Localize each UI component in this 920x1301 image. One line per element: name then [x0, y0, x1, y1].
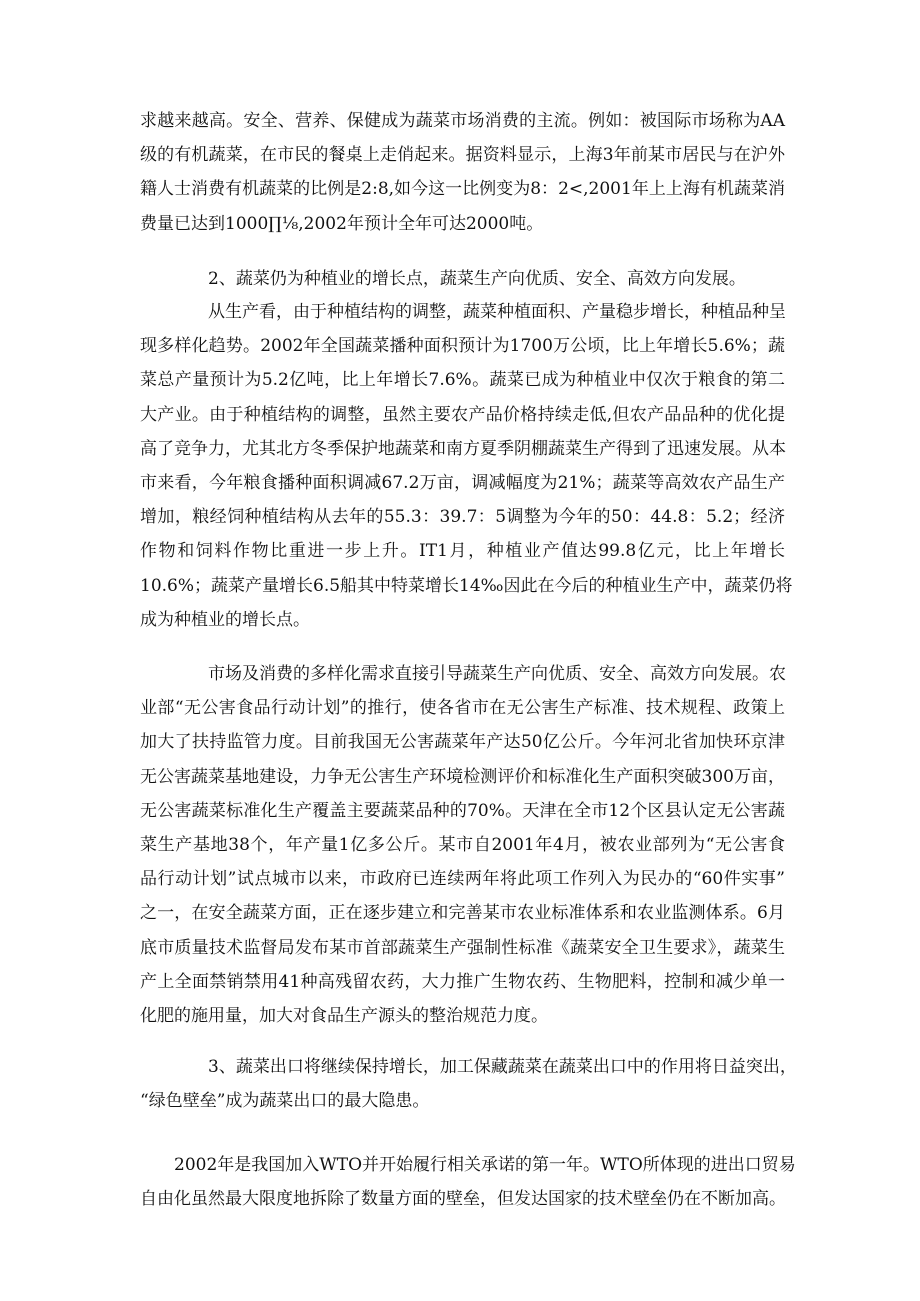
text-line: 级的有机蔬菜，在市民的餐桌上走俏起来。据资料显示，上海3年前某市居民与在沪外 — [140, 145, 785, 166]
paragraph-market-demand — [140, 657, 785, 1033]
paragraph-wto — [140, 1148, 796, 1216]
text-line: 籍人士消费有机蔬菜的比例是2:8,如今这一比例变为8：2<,2001年上上海有机蔬菜消 — [140, 179, 785, 200]
text-line: 从生产看，由于种植结构的调整，蔬菜种植面积、产量稳步增长，种植品种呈 — [208, 302, 786, 322]
text-line: 底市质量技术监督局发布某市首部蔬菜生产强制性标准《蔬菜安全卫生要求》，蔬菜生 — [140, 937, 785, 958]
text-line: 菜总产量预计为5.2亿吨，比上年增长7.6%。蔬菜已成为种植业中仅次于粮食的第二 — [140, 370, 785, 391]
text-line: 作物和饲料作物比重进一步上升。IT1月，种植业产值达99.8亿元，比上年增长 — [140, 541, 785, 562]
text-line: 自由化虽然最大限度地拆除了数量方面的壁垒，但发达国家的技术壁垒仍在不断加高。 — [140, 1189, 786, 1210]
text-line: 10.6%；蔬菜产量增长6.5船其中特菜增长14‰因此在今后的种植业生产中，蔬菜仍将 — [140, 575, 793, 596]
text-line: 市来看，今年粮食播种面积调减67.2万亩，调减幅度为21%；蔬菜等高效农产品生产 — [140, 473, 785, 494]
section-heading-2 — [140, 262, 785, 296]
text-line: 品行动计划”试点城市以来，市政府已连续两年将此项工作列入为民办的“60件实事” — [140, 869, 785, 890]
text-line: 2、蔬菜仍为种植业的增长点，蔬菜生产向优质、安全、高效方向发展。 — [208, 269, 746, 289]
text-line: 费量已达到1000∏⅛,2002年预计全年可达2000吨。 — [140, 213, 544, 234]
text-line: 大产业。由于种植结构的调整，虽然主要农产品价格持续走低,但农产品品种的优化提 — [140, 404, 785, 425]
text-line: 高了竞争力，尤其北方冬季保护地蔬菜和南方夏季阴棚蔬菜生产得到了迅速发展。从本 — [140, 438, 786, 459]
paragraph-organic-vegetables — [140, 104, 785, 241]
section-heading-3 — [140, 1050, 797, 1118]
text-line: 业部“无公害食品行动计划”的推行，使各省市在无公害生产标准、技术规程、政策上 — [140, 698, 785, 719]
text-line: 增加，粮经饲种植结构从去年的55.3：39.7：5调整为今年的50：44.8：5.2；经济 — [140, 507, 785, 528]
text-line: 菜生产基地38个，年产量1亿多公斤。某市自2001年4月，被农业部列为“无公害食 — [140, 835, 785, 856]
paragraph-production — [140, 295, 793, 637]
text-line: 加大了扶持监管力度。目前我国无公害蔬菜年产达50亿公斤。今年河北省加快环京津 — [140, 732, 785, 753]
text-line: 成为种植业的增长点。 — [140, 609, 310, 630]
text-line: 求越来越高。安全、营养、保健成为蔬菜市场消费的主流。例如：被国际市场称为AA — [140, 111, 785, 131]
text-line: 2002年是我国加入WTO并开始履行相关承诺的第一年。WTO所体现的进出口贸易 — [174, 1155, 796, 1175]
text-line: 化肥的施用量，加大对食品生产源头的整治规范力度。 — [140, 1006, 548, 1027]
text-line: 现多样化趋势。2002年全国蔬菜播种面积预计为1700万公顷，比上年增长5.6%；蔬 — [140, 336, 785, 357]
text-line: “绿色壁垒”成为蔬菜出口的最大隐患。 — [140, 1091, 430, 1112]
text-line: 市场及消费的多样化需求直接引导蔬菜生产向优质、安全、高效方向发展。农 — [208, 664, 786, 684]
text-line: 之一，在安全蔬菜方面，正在逐步建立和完善某市农业标准体系和农业监测体系。6月 — [140, 903, 785, 924]
text-line: 无公害蔬菜基地建设，力争无公害生产环境检测评价和标准化生产面积突破300万亩， — [140, 766, 785, 787]
text-line: 产上全面禁销禁用41种高残留农药，大力推广生物农药、生物肥料，控制和减少单一 — [140, 971, 785, 992]
text-line: 无公害蔬菜标准化生产覆盖主要蔬菜品种的70%。天津在全市12个区县认定无公害蔬 — [140, 800, 785, 821]
text-line: 3、蔬菜出口将继续保持增长，加工保藏蔬菜在蔬菜出口中的作用将日益突出， — [208, 1057, 797, 1077]
